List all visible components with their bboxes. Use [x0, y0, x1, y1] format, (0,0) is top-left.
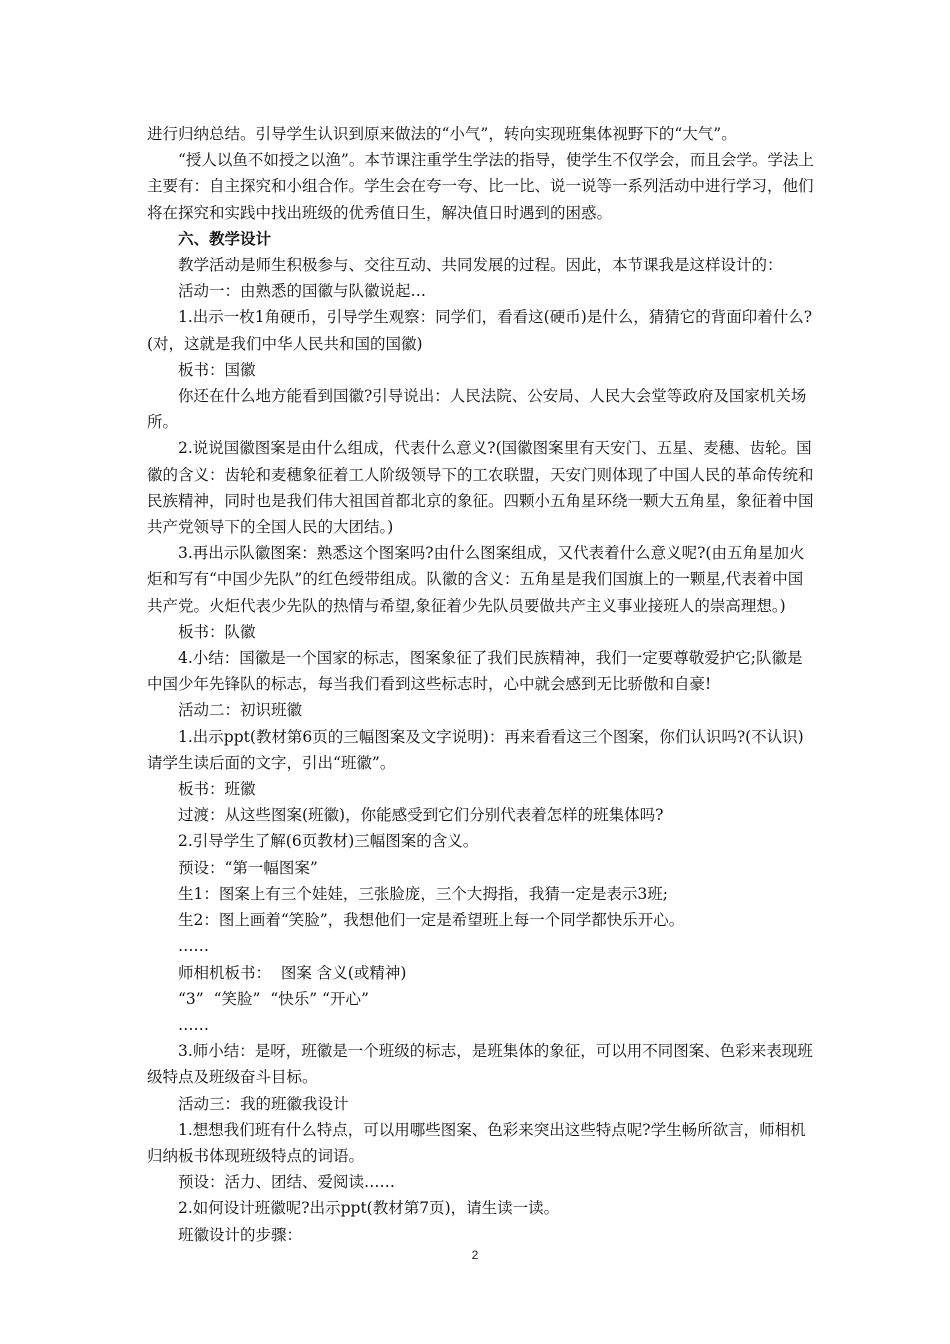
paragraph: 4.小结：国徽是一个国家的标志，图案象征了我们民族精神，我们一定要尊敬爱护它;队徽是中国少年先锋队的标志，每当我们看到这些标志时，心中就会感到无比骄傲和自豪! [147, 649, 803, 694]
paragraph: 1.出示ppt(教材第6页的三幅图案及文字说明)：再来看看这三个图案，你们认识吗?(不认识)请学生读后面的文字，引出“班徽”。 [147, 727, 804, 772]
paragraph: …… [178, 1015, 209, 1034]
paragraph: 1.想想我们班有什么特点，可以用哪些图案、色彩来突出这些特点呢?学生畅所欲言，师相机归纳板书体现班级特点的词语。 [147, 1120, 806, 1165]
paragraph: 进行归纳总结。引导学生认识到原来做法的“小气”，转向实现班集体视野下的“大气”。 [147, 125, 737, 143]
page-number: 2 [471, 1248, 479, 1262]
paragraph: 生1：图案上有三个娃娃，三张脸庞，三个大拇指，我猜一定是表示3班; [178, 884, 668, 903]
paragraph: 活动三：我的班徽我设计 [178, 1094, 349, 1113]
body-text [147, 121, 817, 1248]
section-heading: 六、教学设计 [178, 228, 272, 248]
paragraph: 师相机板书： 图案 含义(或精神) [178, 963, 407, 982]
paragraph: 2.如何设计班徽呢?出示ppt(教材第7页)，请生读一读。 [178, 1199, 560, 1218]
paragraph: 3.再出示队徽图案：熟悉这个图案吗?由什么图案组成，又代表着什么意义呢?(由五角星加火炬和写有“中国少先队”的红色绶带组成。队徽的含义：五角星是我们国旗上的一颗星,代表着中国共产党。火炬代表少先队的热情与希望,象征着少先队员要做共产主义事业接班人的崇高理想。) [147, 544, 805, 615]
paragraph: 生2：图上画着“笑脸”，我想他们一定是希望班上每一个同学都快乐开心。 [178, 911, 685, 930]
paragraph: 活动一：由熟悉的国徽与队徽说起… [178, 282, 427, 301]
paragraph: 过渡：从这些图案(班徽)，你能感受到它们分别代表着怎样的班集体吗? [178, 806, 664, 825]
paragraph: 1.出示一枚1角硬币，引导学生观察：同学们，看看这(硬币)是什么，猜猜它的背面印着什么?(对，这就是我们中华人民共和国的国徽) [147, 308, 813, 353]
paragraph: …… [178, 937, 209, 956]
paragraph: 2.说说国徽图案是由什么组成，代表什么意义?(国徽图案里有天安门、五星、麦穗、齿轮。国徽的含义：齿轮和麦穗象征着工人阶级领导下的工农联盟，天安门则体现了中国人民的革命传统和民族精神，同时也是我们伟大祖国首都北京的象征。四颗小五角星环绕一颗大五角星，象征着中国共产党领导下的全国人民的大团结。) [147, 439, 814, 537]
paragraph: 板书：队徽 [178, 622, 256, 641]
paragraph: 活动二：初识班徽 [178, 701, 303, 720]
paragraph: 板书：班徽 [178, 780, 256, 799]
paragraph: “3” “笑脸” “快乐” “开心” [178, 989, 369, 1008]
paragraph: 班徽设计的步骤： [178, 1225, 303, 1244]
paragraph: 2.引导学生了解(6页教材)三幅图案的含义。 [178, 832, 479, 851]
paragraph: 3.师小结：是呀，班徽是一个班级的标志，是班集体的象征，可以用不同图案、色彩来表现班级特点及班级奋斗目标。 [147, 1042, 813, 1087]
paragraph: 你还在什么地方能看到国徽?引导说出：人民法院、公安局、人民大会堂等政府及国家机关场所。 [147, 387, 807, 432]
paragraph: 预设：活力、团结、爱阅读…… [178, 1173, 396, 1192]
paragraph: “授人以鱼不如授之以渔”。本节课注重学生学法的指导，使学生不仅学会，而且会学。学法上主要有：自主探究和小组合作。学生会在夸一夸、比一比、说一说等一系列活动中进行学习，他们将在探究和实践中找出班级的优秀值日生，解决值日时遇到的困惑。 [147, 151, 814, 222]
paragraph: 板书：国徽 [178, 360, 256, 379]
paragraph: 预设：“第一幅图案” [178, 858, 318, 877]
paragraph: 教学活动是师生积极参与、交往互动、共同发展的过程。因此，本节课我是这样设计的： [178, 256, 783, 275]
